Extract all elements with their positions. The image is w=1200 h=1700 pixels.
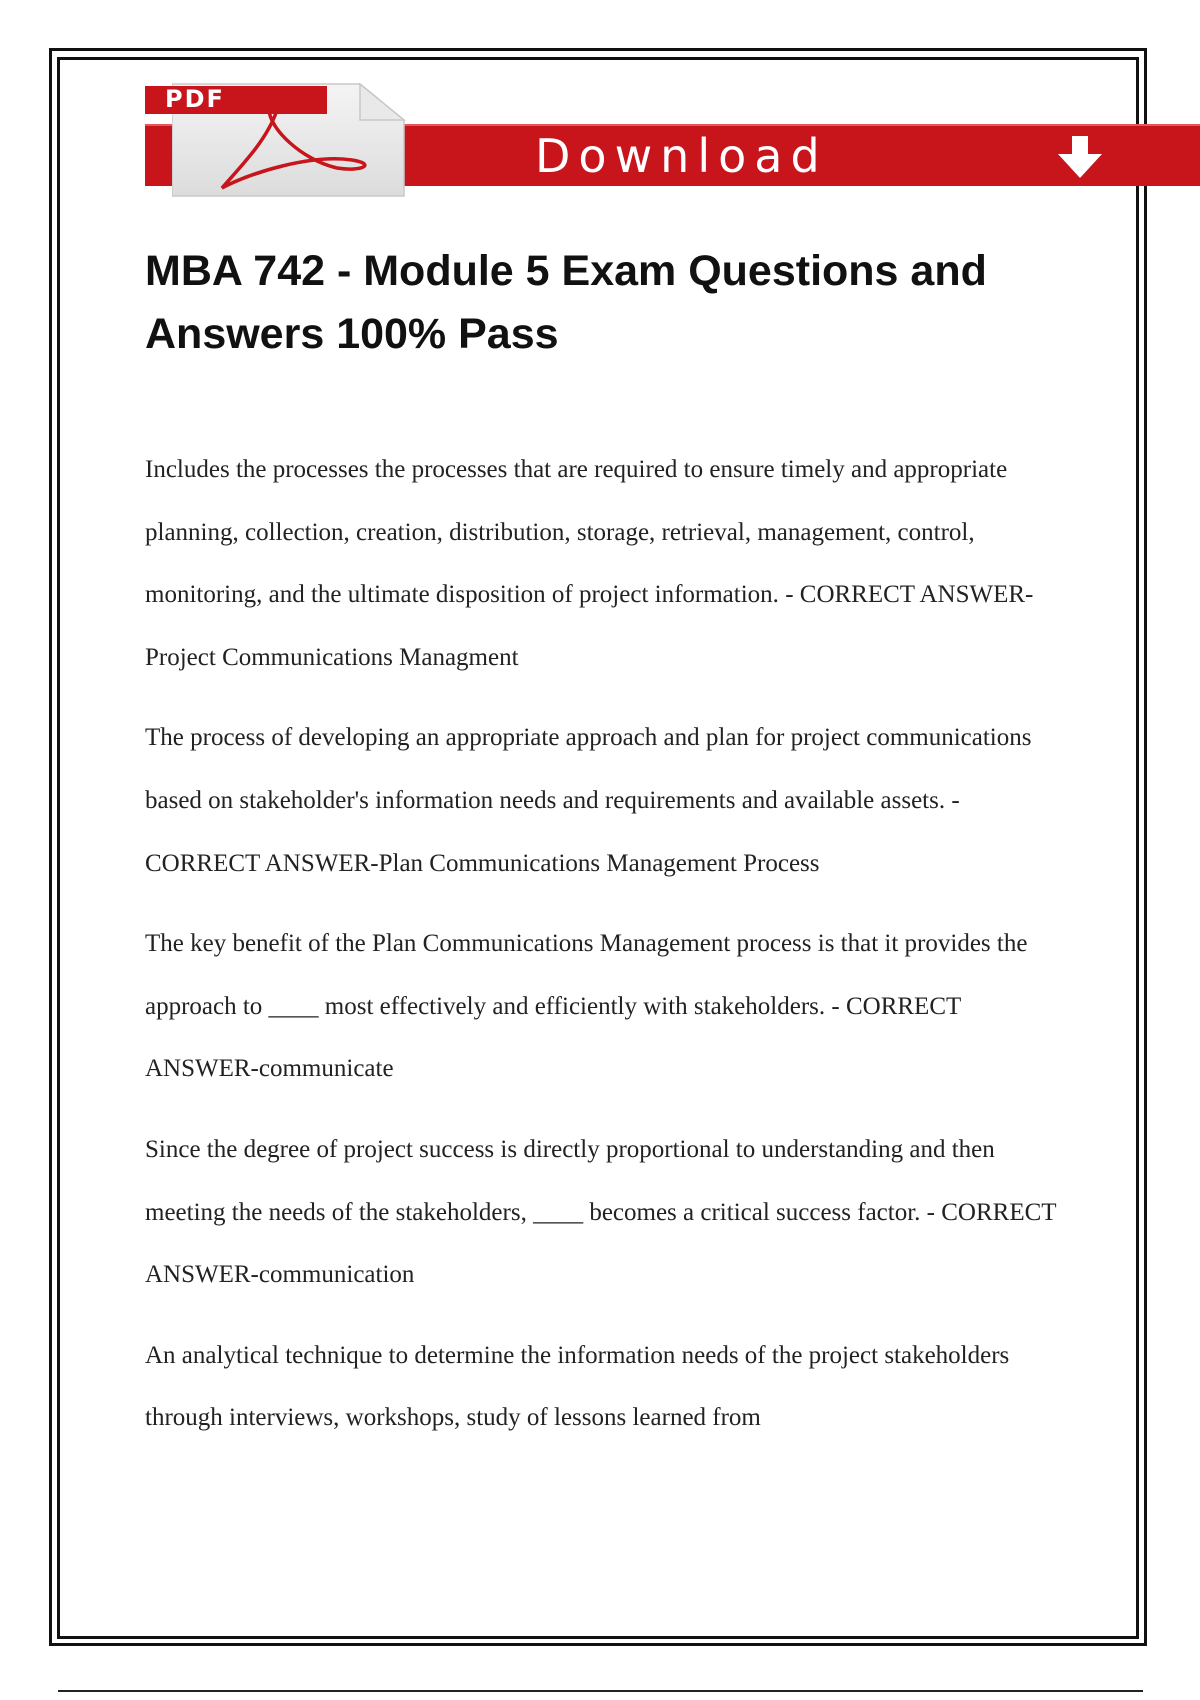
qa-answer: Project Communications Managment: [145, 643, 519, 671]
qa-question: Includes the processes the processes that are required to ensure timely and appropriate planning, collection, creation, distribution, storage, retrieval, management, control, monitoring, and the ultimate disposition of project information.: [145, 456, 1008, 609]
answer-prefix: - CORRECT ANSWER-: [145, 786, 960, 877]
qa-item: [145, 439, 1060, 689]
answer-prefix: - CORRECT ANSWER-: [145, 1198, 1057, 1289]
qa-question: The process of developing an appropriate approach and plan for project communications based on stakeholder's information needs and requirements and available assets.: [145, 724, 1032, 814]
qa-list: [145, 439, 1060, 1468]
download-arrow-icon: [1050, 134, 1110, 180]
qa-answer: Plan Communications Management Process: [378, 849, 820, 877]
qa-question: An analytical technique to determine the information needs of the project stakeholders through interviews, workshops, study of lessons learned from: [145, 1341, 1010, 1432]
qa-item: [145, 707, 1060, 895]
qa-item: [145, 913, 1060, 1101]
qa-question: The key benefit of the Plan Communications Management process is that it provides the approach to ____ most effectively and efficiently with stakeholders.: [145, 930, 1028, 1020]
answer-prefix: - CORRECT ANSWER-: [145, 992, 961, 1083]
qa-item: [145, 1325, 1060, 1450]
bottom-rule: [58, 1690, 1143, 1692]
qa-question: Since the degree of project success is directly proportional to understanding and then meeting the needs of the stakeholders, ____ becomes a critical success factor.: [145, 1135, 995, 1226]
qa-answer: communication: [258, 1261, 415, 1289]
download-label: Download: [535, 129, 828, 183]
pdf-badge: [145, 86, 327, 114]
pdf-badge-label: PDF: [165, 85, 225, 113]
qa-item: [145, 1119, 1060, 1307]
document-title: MBA 742 - Module 5 Exam Questions and Answers 100% Pass: [145, 247, 987, 358]
answer-prefix: - CORRECT ANSWER-: [778, 581, 1034, 609]
qa-answer: communicate: [258, 1055, 394, 1083]
